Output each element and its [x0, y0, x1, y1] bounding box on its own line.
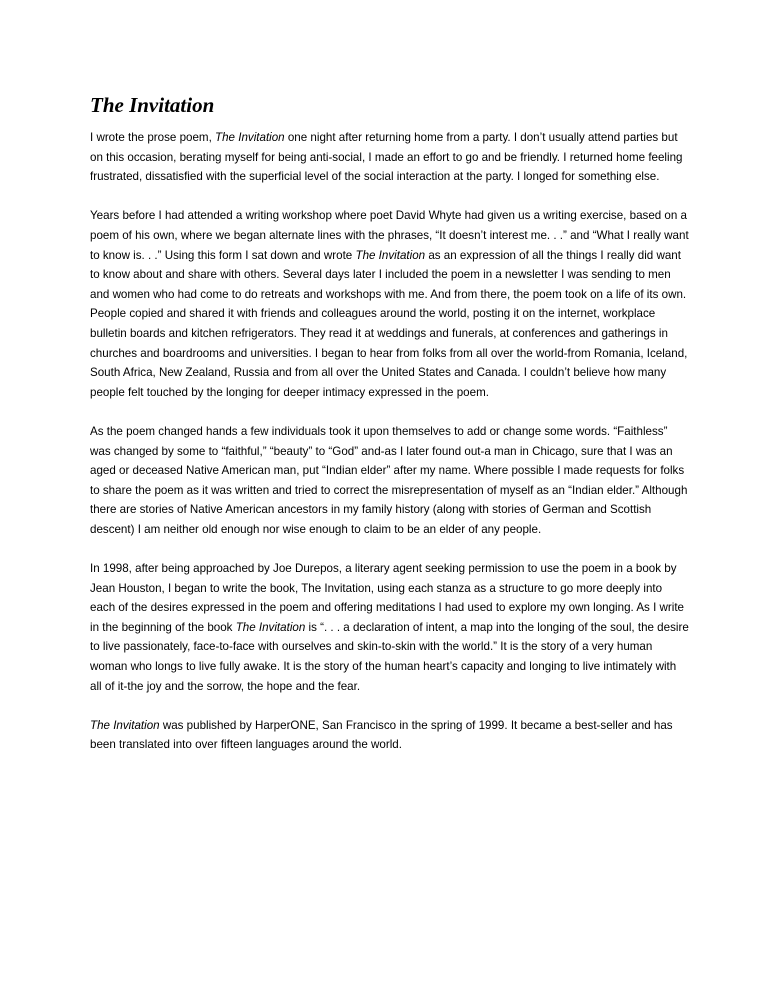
paragraph-2-italic-title: The Invitation: [355, 248, 426, 262]
paragraph-4-italic-title: The Invitation: [235, 620, 306, 634]
paragraph-1-text-c: one night after returning home from a party. I don’t usually attend parties but on this occasion, berating myself for being anti-social, I made an effort to go and be friendly. I returned home feeling frustrated, dissatisfied with the superficial level of the social interaction at the party. I longed for something else.: [90, 131, 683, 184]
paragraph-3: As the poem changed hands a few individuals took it upon themselves to add or change some words. “Faithless” was changed by some to “faithful,” “beauty” to “God” and-as I later found out-a man in Chicago, sure that I was an aged or deceased Native American man, put “Indian elder” after my name. Where possible I made requests for folks to share the poem as it was written and tried to correct the misrepresentation of myself as an “Indian elder.” Although there are stories of Native American ancestors in my family history (along with stories of German and Scottish descent) I am neither old enough nor wise enough to claim to be an elder of any people.: [90, 424, 688, 536]
document-page: [90, 92, 690, 775]
paragraph-1-italic-title: The Invitation: [215, 131, 285, 144]
paragraph-4-text-c: is “. . . a declaration of intent, a map into the longing of the soul, the desire to live passionately, face-to-face with ourselves and skin-to-skin with the world.” It is the story of a very human woman who longs to live fully awake. It is the story of the human heart’s capacity and longing to live intimately with all of it-the joy and the sorrow, the hope and the fear.: [90, 620, 689, 693]
paragraph-2-text-c: as an expression of all the things I really did want to know about and share with others. Several days later I included the poem in a newsletter I was sending to men and women who had come to do retreats and workshops with me. And from there, the poem took on a life of its own. People copied and shared it with friends and colleagues around the world, posting it on the internet, workplace bulletin boards and kitchen refrigerators. They read it at weddings and funerals, at conferences and gatherings in churches and boardrooms and universities. I began to hear from folks from all over the world-from Romania, Iceland, South Africa, New Zealand, Russia and from all over the United States and Canada. I couldn’t believe how many people felt touched by the longing for deeper intimacy expressed in the poem.: [90, 248, 688, 399]
paragraph-2: [90, 206, 690, 402]
paragraph-4: [90, 559, 690, 696]
paragraph-1-text-a: I wrote the prose poem,: [90, 131, 216, 144]
paragraph-4-text-a: In 1998, after being approached by Joe Durepos, a literary agent seeking permission to use the poem in a book by Jean Houston, I began to write the book, The Invitation, using each stanza as a structure to go more deeply into each of the desires expressed in the poem and offering meditations I had used to explore my own longing. As I write in the beginning of the book: [90, 562, 684, 634]
paragraph-2-text-a: Years before I had attended a writing workshop where poet David Whyte had given us a writing exercise, based on a poem of his own, where we began alternate lines with the phrases, “It doesn’t interest me. . .” and “What I really want to know is. . .” Using this form I sat down and wrote: [90, 209, 689, 262]
paragraph-5-italic-title: The Invitation: [90, 718, 160, 732]
paragraph-5: [90, 716, 690, 755]
paragraph-1: [90, 128, 690, 187]
page-title: The Invitation: [90, 93, 215, 117]
paragraph-5-text-b: was published by HarperONE, San Francisco in the spring of 1999. It became a best-seller and has been translated into over fifteen languages around the world.: [90, 718, 673, 752]
